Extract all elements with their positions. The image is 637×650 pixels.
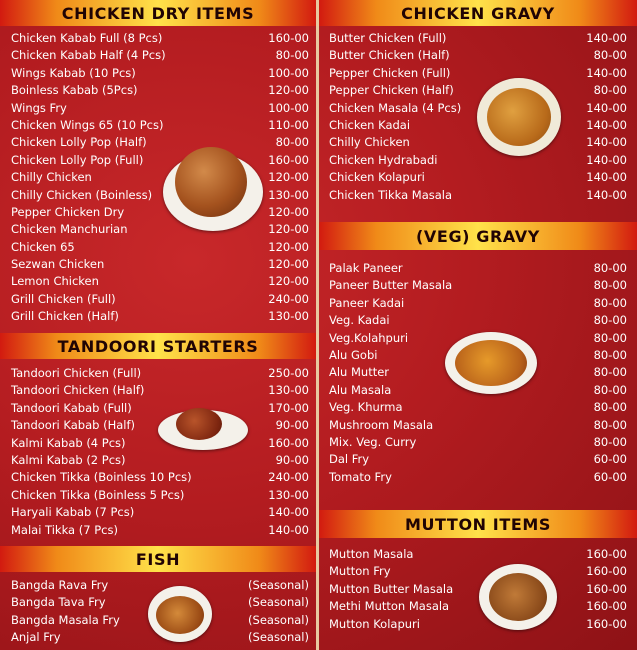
menu-item-price: 100-00 (268, 100, 309, 115)
menu-item-name: Chicken Lolly Pop (Full) (11, 152, 144, 167)
menu-item (0, 487, 316, 504)
menu-item-price: 80-00 (593, 330, 627, 345)
menu-item (319, 417, 637, 434)
menu-item-name: Chicken Lolly Pop (Half) (11, 135, 147, 150)
menu-item-price: 60-00 (593, 452, 627, 467)
menu-item-price: 160-00 (586, 599, 627, 614)
menu-item-price: 160-00 (586, 547, 627, 561)
menu-item-price: 170-00 (268, 400, 309, 415)
menu-item-name: Mutton Fry (329, 564, 391, 579)
menu-item-price: 90-00 (275, 418, 309, 433)
mutton-curry-image (479, 564, 557, 630)
menu-item (0, 365, 316, 382)
menu-item-name: Boinless Kabab (5Pcs) (11, 83, 138, 98)
menu-item-price: 160-00 (268, 152, 309, 167)
section-banner (319, 510, 637, 538)
menu-item (0, 291, 316, 308)
menu-item-name: Chicken Tikka Masala (329, 187, 453, 202)
menu-item-price: 80-00 (593, 278, 627, 293)
menu-item-price: 80-00 (593, 295, 627, 310)
menu-item-name: Grill Chicken (Half) (11, 309, 119, 324)
menu-item (319, 260, 637, 277)
menu-item-price: 80-00 (593, 400, 627, 415)
menu-item-price: 130-00 (268, 309, 309, 324)
menu-item-name: Mix. Veg. Curry (329, 434, 417, 449)
menu-item-name: Chicken Kolapuri (329, 170, 425, 185)
menu-item (0, 504, 316, 521)
menu-item-price: 160-00 (586, 564, 627, 579)
menu-item-name: Tandoori Kabab (Half) (11, 418, 136, 433)
menu-item-price: 90-00 (275, 452, 309, 467)
menu-item-price: 80-00 (593, 83, 627, 98)
menu-item-name: Dal Fry (329, 452, 370, 467)
menu-item (319, 451, 637, 468)
menu-item (319, 187, 637, 204)
menu-item (319, 399, 637, 416)
menu-item-price: 140-00 (268, 522, 309, 537)
menu-item (0, 100, 316, 117)
menu-item (319, 581, 637, 598)
item-list (0, 30, 316, 326)
menu-item-price: (Seasonal) (248, 595, 309, 610)
menu-item (0, 47, 316, 64)
section-banner (0, 0, 316, 26)
menu-item-name: Pepper Chicken (Full) (329, 65, 451, 80)
menu-item-price: 80-00 (593, 261, 627, 275)
menu-item (0, 273, 316, 290)
menu-item-price: 120-00 (268, 83, 309, 98)
right-column (319, 0, 637, 650)
menu-item (0, 308, 316, 325)
menu-item-name: Wings Fry (11, 100, 67, 115)
menu-item-price: (Seasonal) (248, 612, 309, 627)
menu-item (0, 134, 316, 151)
menu-item (319, 469, 637, 486)
menu-item (319, 47, 637, 64)
menu-item-name: Veg. Khurma (329, 400, 403, 415)
menu-item-price: 140-00 (268, 505, 309, 520)
menu-item-name: Mutton Butter Masala (329, 581, 454, 596)
menu-item-price: 80-00 (275, 48, 309, 63)
menu-item (0, 169, 316, 186)
menu-item-name: Alu Mutter (329, 365, 390, 380)
menu-item (319, 434, 637, 451)
menu-item-price: 80-00 (275, 135, 309, 150)
menu-item-name: Lemon Chicken (11, 274, 99, 289)
menu-item (0, 469, 316, 486)
menu-item-name: Chicken Wings 65 (10 Pcs) (11, 117, 164, 132)
menu-item-price: 80-00 (593, 382, 627, 397)
menu-item-price: 140-00 (586, 117, 627, 132)
menu-item-price: 80-00 (593, 365, 627, 380)
chicken-curry-image (477, 78, 561, 156)
menu-item (0, 204, 316, 221)
menu-item (319, 598, 637, 615)
menu-item-price: (Seasonal) (248, 578, 309, 592)
section-banner (319, 222, 637, 250)
menu-item-name: Veg.Kolahpuri (329, 330, 409, 345)
menu-item-price: 160-00 (586, 581, 627, 596)
left-column (0, 0, 316, 650)
menu-item-name: Pepper Chicken Dry (11, 204, 125, 219)
tandoori-chicken-image (158, 402, 248, 452)
menu-item-price: 130-00 (268, 187, 309, 202)
menu-item-name: Chilly Chicken (329, 135, 410, 150)
menu-item (0, 82, 316, 99)
section-title: FISH (135, 549, 181, 569)
menu-item-price: 130-00 (268, 383, 309, 398)
menu-item-name: Veg. Kadai (329, 313, 390, 328)
menu-item-name: Kalmi Kabab (2 Pcs) (11, 452, 126, 467)
menu-item-name: Palak Paneer (329, 261, 403, 275)
menu-item-price: 160-00 (586, 616, 627, 631)
menu-item-name: Pepper Chicken (Half) (329, 83, 454, 98)
menu-item-name: Chicken Hydrabadi (329, 152, 438, 167)
menu-item-price: 140-00 (586, 135, 627, 150)
menu-item-name: Malai Tikka (7 Pcs) (11, 522, 118, 537)
menu-item (0, 65, 316, 82)
menu-item-name: Bangda Tava Fry (11, 595, 106, 610)
section-banner (0, 546, 316, 572)
menu-item (319, 277, 637, 294)
menu-item-name: Butter Chicken (Full) (329, 31, 447, 45)
menu-item-name: Bangda Rava Fry (11, 578, 109, 592)
menu-item-price: 120-00 (268, 274, 309, 289)
menu-item-price: 130-00 (268, 487, 309, 502)
menu-item (0, 382, 316, 399)
menu-item-name: Methi Mutton Masala (329, 599, 450, 614)
section-title: CHICKEN DRY ITEMS (61, 3, 255, 23)
menu-item-name: Chicken Kadai (329, 117, 411, 132)
menu-item-name: Paneer Kadai (329, 295, 405, 310)
menu-item (0, 117, 316, 134)
menu-item-name: Paneer Butter Masala (329, 278, 453, 293)
menu-item-name: Anjal Fry (11, 630, 61, 645)
menu-item-price: 140-00 (586, 100, 627, 115)
menu-item-price: 240-00 (268, 470, 309, 485)
roast-chicken-image (163, 145, 263, 231)
menu-item-price: 140-00 (586, 65, 627, 80)
menu-item-price: 80-00 (593, 313, 627, 328)
menu-item-price: 80-00 (593, 417, 627, 432)
menu-item-price: 120-00 (268, 170, 309, 185)
section-banner (0, 333, 316, 359)
menu-item-price: 120-00 (268, 222, 309, 237)
menu-item-name: Chicken Kabab Half (4 Pcs) (11, 48, 166, 63)
menu-item-price: (Seasonal) (248, 630, 309, 645)
menu-item-price: 140-00 (586, 170, 627, 185)
menu-item-name: Mutton Kolapuri (329, 616, 420, 631)
menu-item-name: Chicken Tikka (Boinless 10 Pcs) (11, 470, 192, 485)
item-list (319, 546, 637, 633)
menu-item (319, 295, 637, 312)
menu-item (0, 187, 316, 204)
section-title: CHICKEN GRAVY (401, 3, 555, 23)
menu-item-name: Tomato Fry (329, 469, 392, 484)
menu-item-name: Grill Chicken (Full) (11, 291, 116, 306)
menu-item (0, 256, 316, 273)
menu-item-name: Chicken Kabab Full (8 Pcs) (11, 31, 163, 45)
menu-item-name: Alu Masala (329, 382, 392, 397)
menu-item (319, 563, 637, 580)
menu-item (0, 30, 316, 47)
menu-item (0, 452, 316, 469)
menu-item-name: Chilly Chicken (Boinless) (11, 187, 153, 202)
menu-item-price: 100-00 (268, 65, 309, 80)
menu-item-name: Mushroom Masala (329, 417, 434, 432)
menu-item (319, 616, 637, 633)
menu-item-price: 120-00 (268, 257, 309, 272)
menu-item-name: Tandoori Kabab (Full) (11, 400, 132, 415)
menu-item-price: 80-00 (593, 48, 627, 63)
menu-item-name: Chicken Masala (4 Pcs) (329, 100, 462, 115)
menu-item-price: 120-00 (268, 204, 309, 219)
menu-item-price: 140-00 (586, 187, 627, 202)
menu-item-price: 120-00 (268, 239, 309, 254)
menu-item-name: Mutton Masala (329, 547, 414, 561)
menu-item (319, 546, 637, 563)
menu-item-name: Chilly Chicken (11, 170, 92, 185)
menu-item-name: Kalmi Kabab (4 Pcs) (11, 435, 126, 450)
menu-item (319, 312, 637, 329)
menu-item (319, 169, 637, 186)
menu-item-price: 80-00 (593, 434, 627, 449)
menu-item-name: Haryali Kabab (7 Pcs) (11, 505, 135, 520)
fried-fish-image (148, 586, 212, 642)
menu-item-price: 110-00 (268, 117, 309, 132)
section-title: (VEG) GRAVY (416, 226, 540, 246)
menu-item-name: Tandoori Chicken (Half) (11, 383, 145, 398)
menu-item-price: 140-00 (586, 31, 627, 45)
menu-item (0, 239, 316, 256)
menu-item (319, 30, 637, 47)
menu-item (0, 522, 316, 539)
menu-item-name: Sezwan Chicken (11, 257, 105, 272)
menu-item-price: 60-00 (593, 469, 627, 484)
menu-item-price: 250-00 (268, 366, 309, 380)
menu-item-price: 80-00 (593, 347, 627, 362)
menu-item-name: Chicken Manchurian (11, 222, 128, 237)
section-banner (319, 0, 637, 26)
menu-item-name: Alu Gobi (329, 347, 378, 362)
menu-item-price: 160-00 (268, 435, 309, 450)
menu-item-name: Butter Chicken (Half) (329, 48, 450, 63)
veg-curry-image (445, 332, 537, 394)
menu-item (0, 152, 316, 169)
menu-item-name: Chicken 65 (11, 239, 75, 254)
menu-item-price: 160-00 (268, 31, 309, 45)
menu-item-name: Bangda Masala Fry (11, 612, 120, 627)
menu-item-price: 240-00 (268, 291, 309, 306)
menu-item-name: Chicken Tikka (Boinless 5 Pcs) (11, 487, 185, 502)
menu-item (0, 221, 316, 238)
section-title: MUTTON ITEMS (404, 514, 552, 534)
menu-item-name: Wings Kabab (10 Pcs) (11, 65, 136, 80)
section-title: TANDOORI STARTERS (57, 336, 259, 356)
menu-item-price: 140-00 (586, 152, 627, 167)
menu-item-name: Tandoori Chicken (Full) (11, 366, 142, 380)
